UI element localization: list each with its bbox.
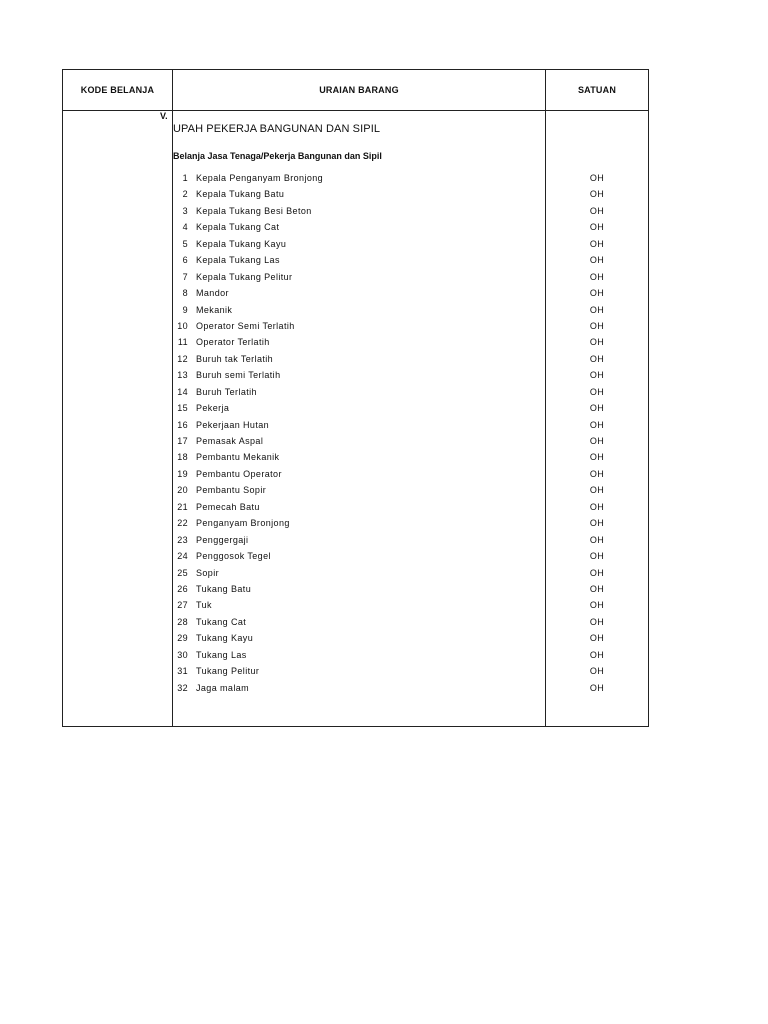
- table-row: [62, 368, 649, 384]
- table-row: [62, 598, 649, 614]
- table-row: [62, 615, 649, 631]
- header-divider: [62, 110, 649, 111]
- item-name: Operator Semi Terlatih: [196, 320, 295, 331]
- item-number: 24: [177, 551, 188, 562]
- item-list: [62, 171, 649, 697]
- table-row: [62, 566, 649, 582]
- item-name: Tukang Cat: [196, 616, 247, 627]
- item-number: 8: [182, 288, 188, 299]
- table-row: [62, 171, 649, 187]
- item-unit: OH: [589, 600, 605, 611]
- table-row: [62, 450, 649, 466]
- item-name: Tukang Kayu: [196, 633, 254, 644]
- item-name: Tukang Las: [196, 649, 247, 660]
- item-name: Tuk: [196, 600, 212, 611]
- item-unit: OH: [589, 452, 605, 463]
- table-row: [62, 434, 649, 450]
- item-name: Mandor: [196, 288, 229, 299]
- table-row: [62, 286, 649, 302]
- table-row: [62, 204, 649, 220]
- item-number: 28: [177, 616, 188, 627]
- item-name: Pembantu Sopir: [196, 485, 267, 496]
- item-number: 14: [177, 386, 188, 397]
- table-row: [62, 681, 649, 697]
- item-number: 4: [182, 222, 188, 233]
- item-name: Pekerja: [196, 403, 230, 414]
- item-number: 3: [182, 205, 188, 216]
- table-row: [62, 516, 649, 532]
- item-number: 7: [182, 271, 188, 282]
- item-name: Tukang Pelitur: [196, 666, 260, 677]
- item-unit: OH: [589, 238, 605, 249]
- table-row: [62, 237, 649, 253]
- item-name: Pemasak Aspal: [196, 436, 264, 446]
- item-number: 17: [177, 436, 188, 446]
- item-name: Operator Terlatih: [196, 337, 270, 348]
- table-row: [62, 582, 649, 598]
- item-unit: OH: [589, 386, 605, 397]
- section-title: UPAH PEKERJA BANGUNAN DAN SIPIL: [173, 123, 381, 135]
- header-kode-belanja: KODE BELANJA: [80, 84, 155, 95]
- item-name: Penggosok Tegel: [196, 551, 271, 562]
- item-unit: OH: [589, 320, 605, 331]
- item-name: Kepala Tukang Besi Beton: [196, 205, 312, 216]
- table-row: [62, 253, 649, 269]
- item-number: 26: [177, 583, 188, 594]
- item-name: Buruh semi Terlatih: [196, 370, 281, 381]
- item-unit: OH: [589, 288, 605, 299]
- item-name: Mekanik: [196, 304, 233, 315]
- table-row: [62, 335, 649, 351]
- item-unit: OH: [589, 304, 605, 315]
- table-row: [62, 467, 649, 483]
- item-number: 27: [177, 600, 188, 611]
- item-number: 12: [177, 353, 188, 364]
- price-table: [62, 69, 649, 727]
- item-unit: OH: [589, 534, 605, 545]
- item-unit: OH: [589, 337, 605, 348]
- table-row: [62, 352, 649, 368]
- item-unit: OH: [589, 205, 605, 216]
- item-name: Pembantu Operator: [196, 468, 282, 479]
- table-row: [62, 220, 649, 236]
- item-name: Kepala Tukang Kayu: [196, 238, 287, 249]
- item-number: 6: [182, 255, 188, 266]
- item-number: 21: [177, 501, 188, 512]
- item-name: Buruh Terlatih: [196, 386, 257, 397]
- item-unit: OH: [589, 468, 605, 479]
- item-number: 30: [177, 649, 188, 660]
- item-number: 15: [177, 403, 188, 414]
- table-row: [62, 418, 649, 434]
- item-unit: OH: [589, 616, 605, 627]
- table-row: [62, 483, 649, 499]
- item-name: Buruh tak Terlatih: [196, 353, 274, 364]
- item-unit: OH: [589, 682, 605, 693]
- item-unit: OH: [589, 222, 605, 233]
- table-row: [62, 648, 649, 664]
- item-unit: OH: [589, 353, 605, 364]
- item-number: 18: [177, 452, 188, 463]
- item-unit: OH: [589, 370, 605, 381]
- item-unit: OH: [589, 567, 605, 578]
- item-name: Tukang Batu: [196, 583, 252, 594]
- item-number: 19: [177, 468, 188, 479]
- item-name: Sopir: [196, 567, 220, 578]
- item-name: Kepala Tukang Batu: [196, 189, 285, 200]
- item-name: Penggergaji: [196, 534, 249, 545]
- item-unit: OH: [589, 666, 605, 677]
- item-number: 31: [177, 666, 188, 677]
- table-row: [62, 664, 649, 680]
- table-row: [62, 401, 649, 417]
- item-number: 25: [177, 567, 188, 578]
- table-row: [62, 385, 649, 401]
- item-unit: OH: [589, 173, 605, 183]
- item-unit: OH: [589, 551, 605, 562]
- item-name: Pekerjaan Hutan: [196, 419, 270, 430]
- subsection-title: Belanja Jasa Tenaga/Pekerja Bangunan dan Sipil: [173, 151, 382, 161]
- item-number: 10: [177, 320, 188, 331]
- item-number: 2: [182, 189, 188, 200]
- header-satuan: SATUAN: [577, 84, 617, 95]
- item-unit: OH: [589, 436, 605, 446]
- table-row: [62, 303, 649, 319]
- item-unit: OH: [589, 633, 605, 644]
- table-row: [62, 187, 649, 203]
- item-unit: OH: [589, 255, 605, 266]
- item-unit: OH: [589, 649, 605, 660]
- item-unit: OH: [589, 518, 605, 529]
- item-number: 5: [182, 238, 188, 249]
- item-number: 16: [177, 419, 188, 430]
- item-name: Kepala Tukang Pelitur: [196, 271, 293, 282]
- item-number: 23: [177, 534, 188, 545]
- table-row: [62, 270, 649, 286]
- item-number: 20: [177, 485, 188, 496]
- item-name: Kepala Tukang Las: [196, 255, 280, 266]
- item-name: Kepala Penganyam Bronjong: [196, 173, 324, 183]
- item-name: Kepala Tukang Cat: [196, 222, 280, 233]
- section-code: V.: [160, 111, 168, 121]
- item-number: 9: [182, 304, 188, 315]
- item-number: 32: [177, 682, 188, 693]
- item-number: 29: [177, 633, 188, 644]
- item-number: 1: [182, 173, 188, 183]
- header-uraian-barang: URAIAN BARANG: [319, 84, 399, 95]
- item-unit: OH: [589, 271, 605, 282]
- item-unit: OH: [589, 189, 605, 200]
- table-row: [62, 500, 649, 516]
- item-name: Jaga malam: [196, 682, 250, 693]
- item-unit: OH: [589, 403, 605, 414]
- table-row: [62, 549, 649, 565]
- item-number: 11: [177, 337, 188, 348]
- item-unit: OH: [589, 583, 605, 594]
- item-unit: OH: [589, 419, 605, 430]
- item-name: Pemecah Batu: [196, 501, 260, 512]
- item-unit: OH: [589, 501, 605, 512]
- item-name: Penganyam Bronjong: [196, 518, 290, 529]
- item-number: 13: [177, 370, 188, 381]
- table-row: [62, 533, 649, 549]
- item-name: Pembantu Mekanik: [196, 452, 280, 463]
- table-row: [62, 319, 649, 335]
- item-number: 22: [177, 518, 188, 529]
- item-unit: OH: [589, 485, 605, 496]
- table-row: [62, 631, 649, 647]
